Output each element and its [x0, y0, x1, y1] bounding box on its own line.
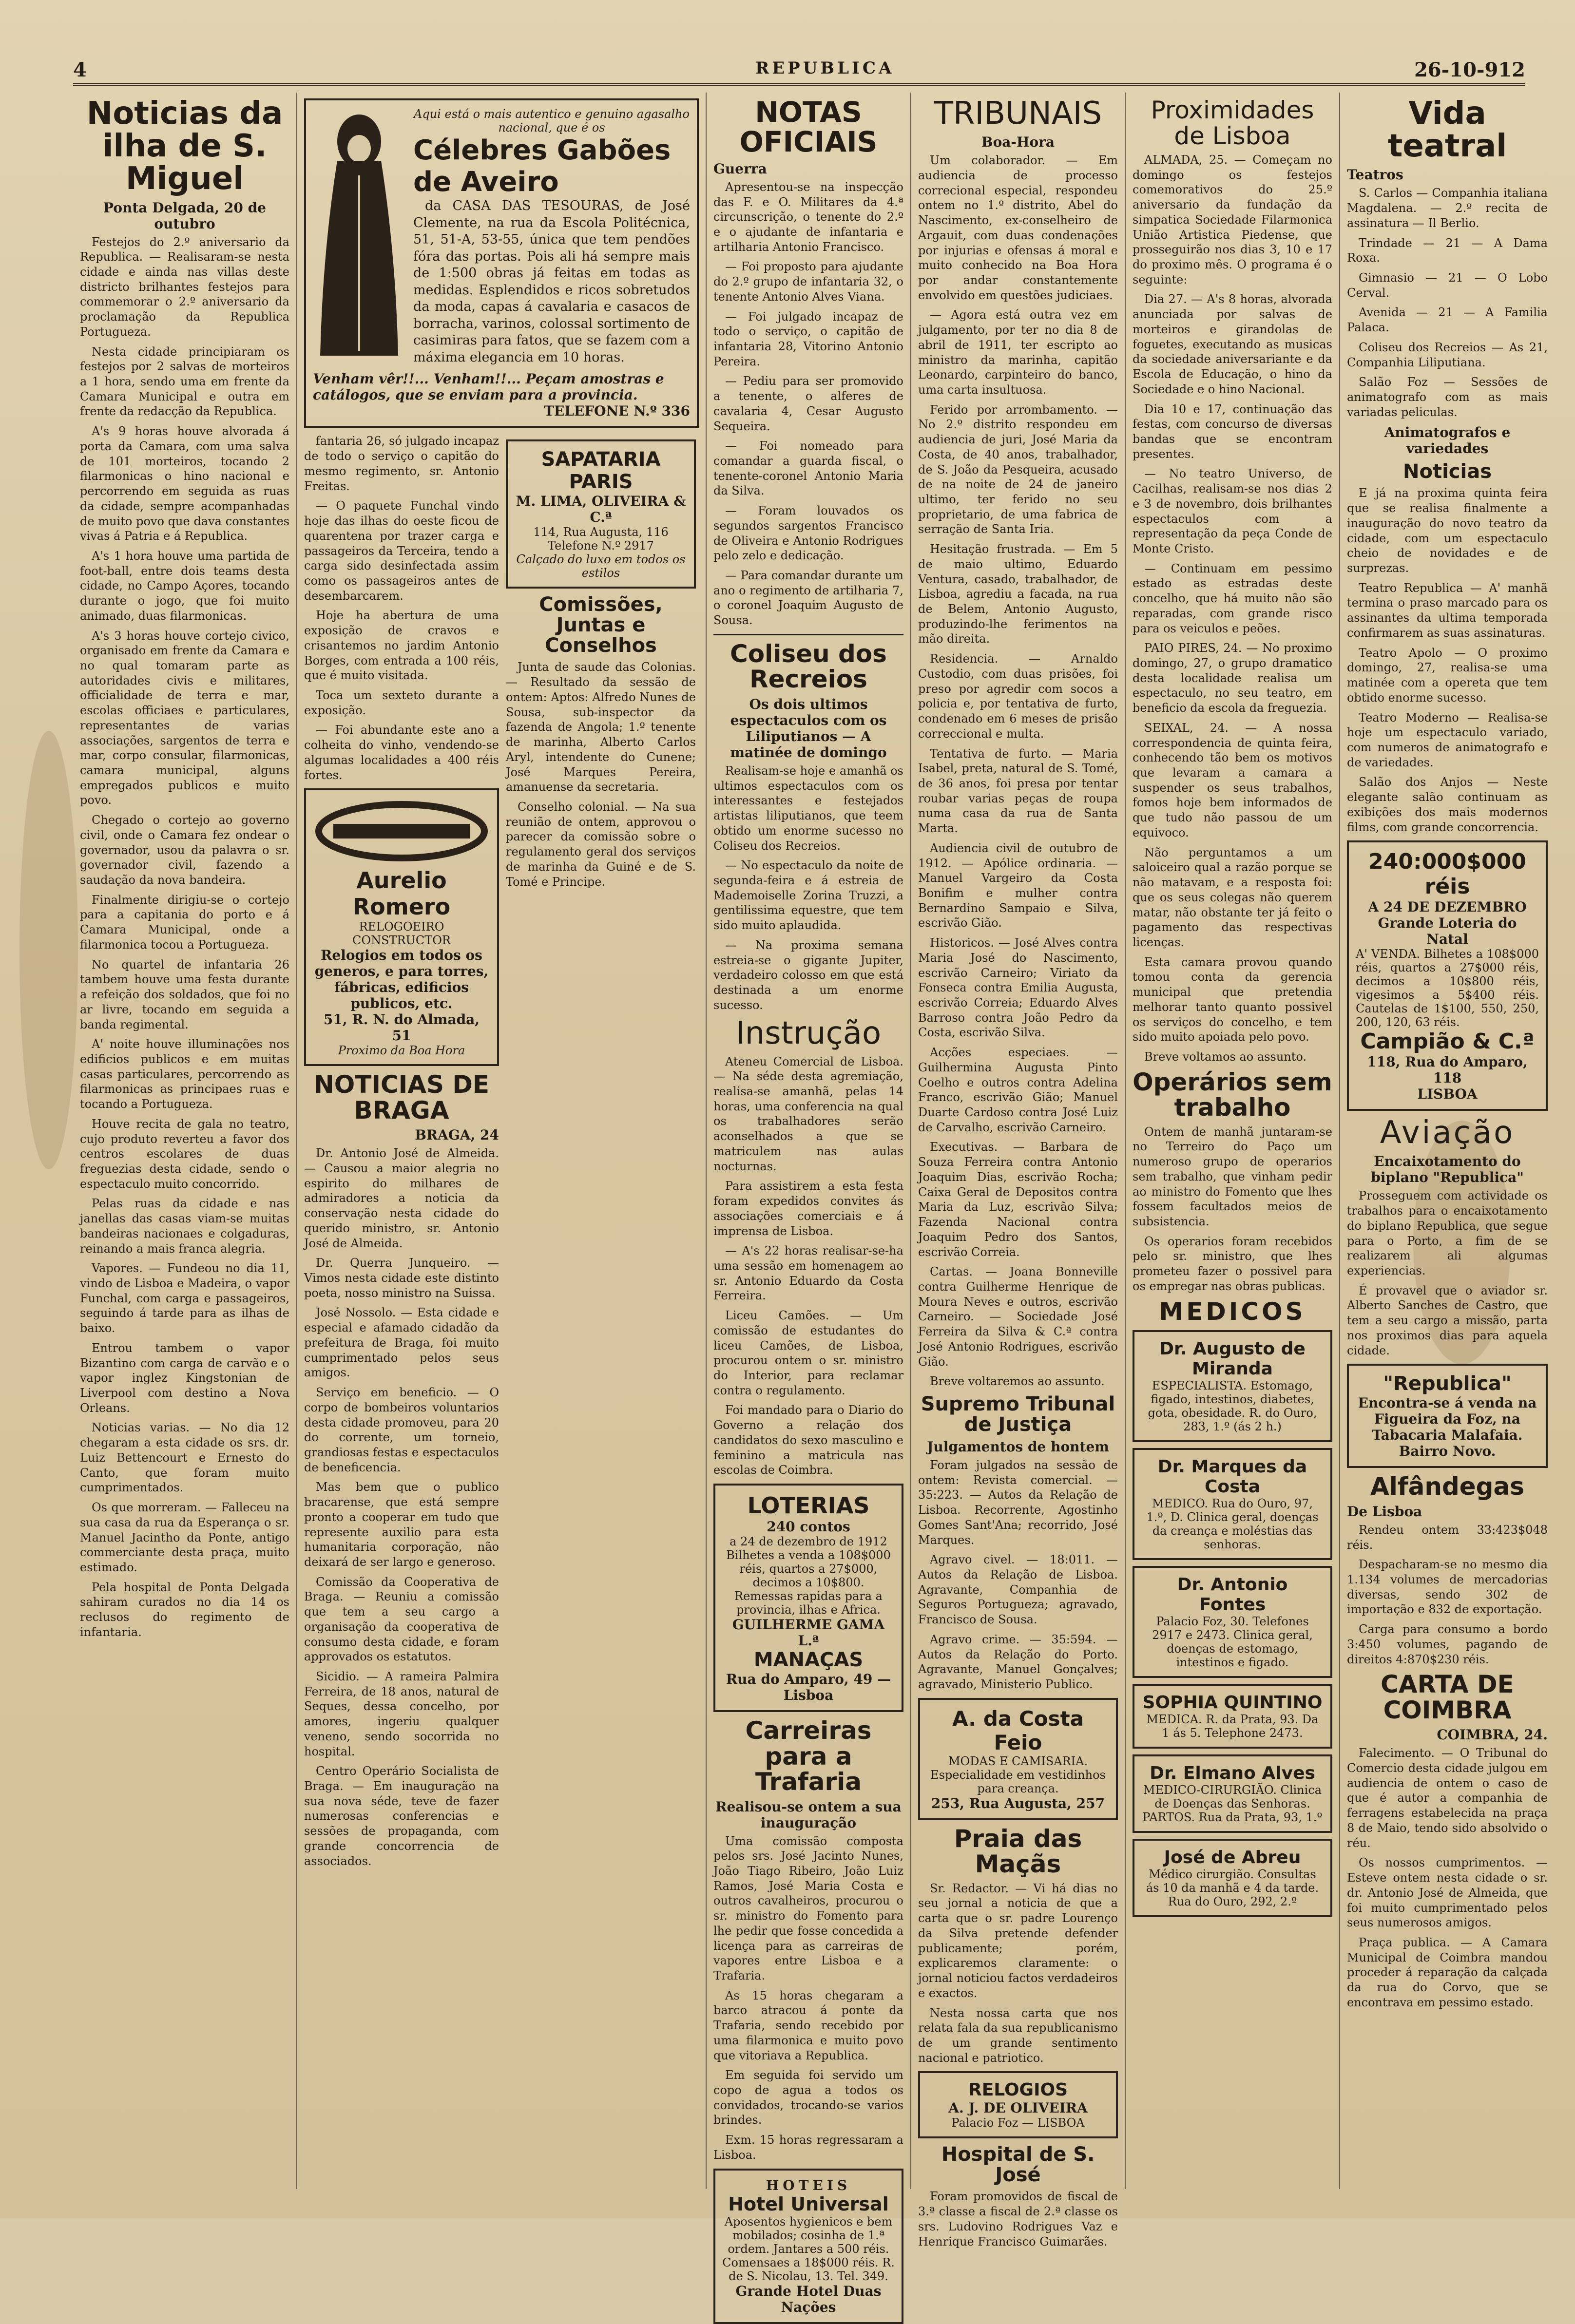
- paragraph: Dia 10 e 17, continuação das festas, com concurso de diversas bandas que se encontram presentes.: [1133, 402, 1332, 461]
- paragraph: SEIXAL, 24. — A nossa correspondencia de quinta feira, conhecendo tão bem os motivos que levaram a camara a suspender os seus trabalhos, fomos hoje bem informados de que tudo não passou de um equivoco.: [1133, 721, 1332, 839]
- paragraph: Os operarios foram recebidos pelo sr. ministro, que lhes prometeu fazer o possivel para os empregar nas obras publicas.: [1133, 1234, 1332, 1293]
- paragraph: Ferido por arrombamento. — No 2.º distrito respondeu em audiencia de juri, José Maria da Costa, de 40 anos, trabalhador, de S. João da Pesqueira, acusado de na noite de 24 de janeiro ultimo, ter ferido no seu proprietario, de uma fabrica de serração de Santa Iria.: [918, 402, 1118, 536]
- tribunais-body: [918, 153, 1118, 1389]
- medicos-list: [1133, 1330, 1332, 1917]
- medico-name: Dr. Augusto de Miranda: [1159, 1339, 1306, 1379]
- paragraph: — No teatro Universo, de Cacilhas, realisam-se nos dias 2 e 3 de novembro, dois brilhantes espectaculos com a representação da peça Conde de Monte Cristo.: [1133, 467, 1332, 555]
- page-number: 4: [73, 58, 87, 81]
- paragraph: Dia 27. — A's 8 horas, alvorada anunciada por salvas de morteiros e girandolas de foguetes, executando as musicas da sociedade aniversariante e da Escola de Educação, o hino da Sociedade e o hino Nacional.: [1133, 292, 1332, 396]
- paragraph: Hesitação frustrada. — Em 5 de maio ultimo, Eduardo Ventura, casado, trabalhador, de Lisboa, agrediu a facada, na rua de Belem, Antonio Augusto, produzindo-lhe ferimentos na mão direita.: [918, 542, 1118, 646]
- paragraph: Pelas ruas da cidade e nas janellas das casas viam-se muitas bandeiras nacionaes e colgaduras, reinando a mais franca alegria.: [80, 1197, 289, 1256]
- paragraph: — Foi julgado incapaz de todo o serviço, o capitão de infantaria 28, Vitorino Antonio Pereira.: [713, 309, 903, 368]
- article-body: [80, 235, 289, 1640]
- loterias-body: Bilhetes a venda a 108$000 réis, quartos a 27$000, decimos a 10$800. Remessas rapidas para a provincia, ilhas e Africa.: [726, 1548, 891, 1617]
- headline-instrucao: Instrução: [735, 1015, 882, 1052]
- paragraph: — O paquete Funchal vindo hoje das ilhas do oeste ficou de quarentena por trazer carga e passageiros da Terceira, tendo a carga sido desinfectada assim como os passageiros antes de desembarcarem.: [304, 499, 499, 603]
- hotel-tag: HOTEIS: [766, 2177, 851, 2193]
- paragraph: Um colaborador. — Em audiencia de processo correcional especial, respondeu ontem no 1.º distrito, Abel do Nascimento, ex-conselheiro de Argauit, com duas condenações por injurias e ofensas á moral e muito conhecido na Boa Hora por andar constantemente envolvido em questões judiciaes.: [918, 153, 1118, 302]
- loterias-address: Rua do Amparo, 49 — Lisboa: [726, 1671, 891, 1703]
- carreiras-sub: Realisou-se ontem a sua inauguração: [715, 1798, 902, 1831]
- paragraph: As 15 horas chegaram a barco atracou á ponte da Trafaria, sendo recebido por uma filarmonica e muito povo que vitoriava a Republica.: [713, 1988, 903, 2062]
- gaboes-phone: TELEFONE N.º 336: [544, 403, 690, 419]
- paragraph: Sr. Redactor. — Vi há dias no seu jornal a noticia de que a carta que o sr. padre Lourenço da Silva pretende defender publicamente; porém, explicaremos claramente: o jornal noticiou factos verdadeiros e exactos.: [918, 1881, 1118, 2000]
- headline-notas: NOTAS OFICIAIS: [739, 95, 878, 158]
- paragraph: Esta camara provou quando tomou conta da gerencia municipal que pretendia melhorar tanto quanto possivel os serviços do concelho, e tem sido muito apoiada pelo povo.: [1133, 955, 1332, 1044]
- headline-macas: Praia das Maçãs: [954, 1824, 1082, 1879]
- campiao-city: LISBOA: [1417, 1086, 1478, 1103]
- loterias-date: a 24 de dezembro de 1912: [730, 1535, 887, 1548]
- issue-date: 26-10-912: [1414, 58, 1525, 81]
- paragraph: Trindade — 21 — A Dama Roxa.: [1347, 236, 1548, 265]
- paragraph: A's 1 hora houve uma partida de foot-ball, entre dois teams desta cidade, no Campo Açores, tocando durante o jogo, que foi muito animado, duas filarmonicas.: [80, 549, 289, 623]
- paragraph: S. Carlos — Companhia italiana Magdalena. — 2.º recita de assinatura — Il Berlio.: [1347, 186, 1548, 230]
- clock-band-icon: [314, 797, 489, 865]
- republica-notice: [1347, 1364, 1548, 1468]
- paragraph: E já na proxima quinta feira que se realisa finalmente a inauguração do novo teatro da cidade, com um espectaculo cheio de novidades e de surprezas.: [1347, 486, 1548, 575]
- paragraph: A' noite houve illuminações nos edificios publicos e em muitas casas particulares, percorrendo as filarmonicas as principaes ruas e tocando a Portugueza.: [80, 1037, 289, 1111]
- paragraph: A's 9 horas houve alvorada á porta da Camara, com uma salva de 101 morteiros, tocando 2 filarmonicas o hino nacional e percorrendo em seguida as ruas da cidade, sempre acompanhadas de muito povo que dava constantes vivas á Patria e á Republica.: [80, 424, 289, 543]
- paragraph: Agravo civel. — 18:011. — Autos da Relação de Lisboa. Agravante, Companhia de Seguros Portugueza; agravado, Francisco de Sousa.: [918, 1553, 1118, 1627]
- lottery-amount: 240:000$000 réis: [1368, 849, 1526, 899]
- headline-sao-miguel: Noticias da ilha de S. Miguel: [86, 95, 283, 197]
- coimbra-body: [1347, 1746, 1548, 2010]
- sapataria-ad: [506, 439, 696, 589]
- coimbra-dateline: COIMBRA, 24.: [1437, 1727, 1548, 1743]
- lottery-body: A' VENDA. Bilhetes a 108$000 réis, quartos a 27$000 réis, decimos a 10$800 réis, vigesimos a 5$400 réis. Cautelas de 1$100, 550, 250, 200, 120, 63 réis.: [1356, 947, 1539, 1029]
- medico-details: MEDICO-CIRURGIÃO. Clinica de Doenças das Senhoras. PARTOS. Rua da Prata, 93, 1.º: [1142, 1783, 1323, 1825]
- loterias-house: MANAÇAS: [753, 1649, 864, 1671]
- headline-hospital: Hospital de S. José: [941, 2143, 1095, 2187]
- carreiras-body: [713, 1834, 903, 2163]
- paragraph: Os que morreram. — Falleceu na sua casa da rua da Esperança o sr. Manuel Jacintho da Ponte, antigo commerciante desta praça, muito estimado.: [80, 1501, 289, 1574]
- paragraph: — Foi nomeado para comandar a guarda fiscal, o tenente-coronel Antonio Maria da Silva.: [713, 439, 903, 498]
- relogios-ad: [918, 2071, 1118, 2138]
- grande-hotel: Grande Hotel Duas Nações: [735, 2283, 882, 2315]
- braga-body: [304, 1146, 499, 1868]
- romero-body: Relogios em todos os generos, e para torres, fábricas, edificios publicos, etc.: [314, 947, 489, 1012]
- paragraph: Teatro Apolo — O proximo domingo, 27, realisa-se uma matinée com a opereta que tem obtido enorme sucesso.: [1347, 646, 1548, 705]
- noticias-body: [1347, 486, 1548, 835]
- paragraph: Avenida — 21 — A Familia Palaca.: [1347, 305, 1548, 335]
- alfandegas-body: [1347, 1523, 1548, 1667]
- section-teatros: Teatros: [1347, 167, 1403, 183]
- headline-alfandegas: Alfândegas: [1370, 1472, 1524, 1501]
- supremo-sub: Julgamentos de hontem: [927, 1438, 1109, 1455]
- operarios-body: [1133, 1124, 1332, 1294]
- gaboes-body: da CASA DAS TESOURAS, de José Clemente, na rua da Escola Politécnica, 51, 51-A, 53-55, única que tem pendões fóra das portas. Pois ali há sempre mais de 1:500 obras já feitas em todas as medidas. Esplendidos e ricos sobretudos da moda, capas á cavalaria e casacos de borracha, varinos, colossal sortimento de casimiras para fatos, que se fazem com a máxima elegancia em 10 horas.: [413, 198, 690, 365]
- paragraph: — Foi abundante este ano a colheita do vinho, vendendo-se algumas localidades a 400 réis fortes.: [304, 723, 499, 782]
- sapataria-slogan: Calçado do luxo em todos os estilos: [516, 552, 686, 580]
- natal-lottery-ad: [1347, 840, 1548, 1111]
- lottery-date: A 24 DE DEZEMBRO: [1368, 899, 1527, 915]
- campiao-address: 118, Rua do Amparo, 118: [1367, 1054, 1528, 1086]
- paragraph: Nesta nossa carta que nos relata fala da sua republicanismo de um grande sentimento nacional e patriotico.: [918, 2006, 1118, 2065]
- romero-near: Proximo da Boa Hora: [338, 1044, 465, 1058]
- headline-operarios: Operários sem trabalho: [1133, 1067, 1332, 1122]
- column-notas-oficiais: [707, 93, 911, 2315]
- paragraph: Ontem de manhã juntaram-se no Terreiro do Paço um numeroso grupo de operarios sem trabalho, que vinham pedir ao ministro do Fomento que lhes fossem facultados meios de subsistencia.: [1133, 1124, 1332, 1228]
- costa-body: MODAS E CAMISARIA. Especialidade em vestidinhos para creança.: [930, 1754, 1106, 1795]
- aviacao-body: [1347, 1188, 1548, 1358]
- paragraph: Dr. Querra Junqueiro. — Vimos nesta cidade este distinto poeta, nosso ministro na Suissa.: [304, 1256, 499, 1300]
- paragraph: Junta de saude das Colonias. — Resultado da sessão de ontem: Aptos: Alfredo Nunes de Sousa, sub-inspector da fazenda de Angola; 1.º tenente de marinha, Alberto Carlos Aryl, intendente do Cunene; José Marques Pereira, amanuense da secretaria.: [506, 660, 696, 794]
- paragraph: Breve voltaremos ao assunto.: [930, 1374, 1105, 1389]
- paragraph: Foram julgados na sessão de ontem: Revista comercial. — 35:223. — Autos da Relação de Lisboa. Recorrente, Agostinho Gomes Sant'Ana; recorrido, José Marques.: [918, 1458, 1118, 1547]
- paragraph: — Agora está outra vez em julgamento, por ter no dia 8 de abril de 1911, ter escripto ao ministro da marinha, capitão Leonardo, carpinteiro do banco, uma carta insultuosa.: [918, 308, 1118, 397]
- teatros-listing: [1347, 186, 1548, 419]
- paragraph: Para assistirem a esta festa foram expedidos convites ás associações comerciais e á imprensa de Lisboa.: [713, 1179, 903, 1238]
- headline-supremo: Supremo Tribunal de Justiça: [921, 1392, 1115, 1436]
- coliseu-sub: Os dois ultimos espectaculos com os Liliputianos — A matinée de domingo: [730, 696, 887, 761]
- supremo-body: [918, 1458, 1118, 1692]
- costa-name: A. da Costa Feio: [952, 1706, 1084, 1754]
- paragraph: Realisam-se hoje e amanhã os ultimos espectaculos com os interessantes e festejados artistas liliputianos, que teem obtido um enorme sucesso no Coliseu dos Recreios.: [713, 763, 903, 853]
- comissoes-body: [506, 660, 696, 889]
- paragraph: — No espectaculo da noite de segunda-feira e á estreia de Mademoiselle Zorina Truzzi, a gentilissima equestre, que tem sido muito aplaudida.: [713, 858, 903, 933]
- medico-name: Dr. Marques da Costa: [1157, 1457, 1307, 1497]
- paragraph: Comissão da Cooperativa de Braga. — Reuniu a comissão que tem a seu cargo a organisação da cooperativa de consumo desta cidade, e foram approvados os estatutos.: [304, 1575, 499, 1664]
- paragraph: Gimnasio — 21 — O Lobo Cerval.: [1347, 270, 1548, 300]
- relogios-name: A. J. DE OLIVEIRA: [948, 2100, 1088, 2116]
- paragraph: Chegado o cortejo ao governo civil, onde o Camara fez ondear o governador, usou da palavra o sr. governador civil, fazendo a saudação da nova bandeira.: [80, 813, 289, 887]
- medico-details: Médico cirurgião. Consultas ás 10 da manhã e 4 da tarde. Rua do Ouro, 292, 2.º: [1146, 1867, 1319, 1909]
- romero-address: 51, R. N. do Almada, 51: [323, 1011, 480, 1044]
- headline-aviacao: Aviação: [1380, 1115, 1515, 1151]
- headline-medicos: MEDICOS: [1159, 1297, 1306, 1326]
- headline-vida-teatral: Vida teatral: [1387, 95, 1507, 165]
- paragraph: Historicos. — José Alves contra Maria José do Nascimento, escrivão Carneiro; Viriato da Fonseca contra Emilia Augusta, escrivão Correia; Eduardo Alves Barroso contra João Pedro da Costa, escrivão Silva.: [918, 936, 1118, 1040]
- medico-name: José de Abreu: [1164, 1848, 1301, 1868]
- paragraph: Ateneu Comercial de Lisboa. — Na séde desta agremiação, realisa-se amanhã, pelas 14 horas, uma conferencia na qual os trabalhadores serão aconselhados a que se matriculem nas aulas nocturnas.: [713, 1054, 903, 1173]
- sapataria-owner: M. LIMA, OLIVEIRA & C.ª: [516, 493, 686, 526]
- paragraph: Hoje ha abertura de uma exposição de cravos e crisantemos no jardim Antonio Borges, com entrada a 100 réis, que é muito visitada.: [304, 609, 499, 683]
- paragraph: No quartel de infantaria 26 tambem houve uma festa durante a refeição dos soldados, que foi no ar livre, tocando em seguida a banda regimental.: [80, 957, 289, 1031]
- divider: [713, 634, 903, 635]
- medico-card: [1133, 1566, 1332, 1678]
- paragraph: Finalmente dirigiu-se o cortejo para a capitania do porto e á Camara Municipal, onde a filarmonica tocou a Portugueza.: [80, 893, 289, 952]
- paragraph: Toca um sexteto durante a exposição.: [304, 688, 499, 717]
- proximidades-body: [1133, 152, 1332, 1065]
- headline-comissoes: Comissões, Juntas e Conselhos: [539, 593, 663, 657]
- paragraph: Cartas. — Joana Bonneville contra Guilherme Henrique de Moura Neves e outros, escrivão Carneiro. — Sociedade José Ferreira da Silva & C.ª contra José Antonio Rodrigues, escrivão Gião.: [918, 1265, 1118, 1369]
- hotel-body: Aposentos hygienicos e bem mobilados; cosinha de 1.ª ordem. Jantares a 500 réis. Comensaes a 18$000 réis. R. de S. Nicolau, 13. Tel. 349.: [722, 2214, 895, 2283]
- paragraph: Os nossos cumprimentos. — Esteve ontem nesta cidade o sr. dr. Antonio José de Almeida, que foi muito cumprimentado pelos seus numerosos amigos.: [1347, 1856, 1548, 1930]
- paragraph: Uma comissão composta pelos srs. José Jacinto Nunes, João Tiago Ribeiro, João Luiz Ramos, José Maria Costa e outros cavalheiros, procurou o sr. ministro do Fomento para lhe pedir que fosse concedida a licença para as carreiras de vapores entre Lisboa e a Trafaria.: [713, 1834, 903, 1982]
- paragraph: — Continuam em pessimo estado as estradas deste concelho, que há muito não são reparadas, com grande risco para os veiculos e peões.: [1133, 561, 1332, 635]
- medico-card: [1133, 1684, 1332, 1749]
- column-tribunais: [911, 93, 1126, 2248]
- romero-ad: [304, 788, 499, 1066]
- paragraph: Falecimento. — O Tribunal do Comercio desta cidade julgou em audiencia de ontem o caso de que é autor a companhia de ferragens estabelecida na praça 8 de Maio, tendo sido absolvido o réu.: [1347, 1746, 1548, 1850]
- paragraph: Prosseguem com actividade os trabalhos para o encaixotamento do biplano Republica, que segue para o Porto, a fim de se realizarem ali algumas experiencias.: [1347, 1189, 1548, 1278]
- paragraph: Serviço em beneficio. — O corpo de bombeiros voluntarios desta cidade promoveu, para 20 do corrente, um torneio, grandiosas festas e espectaculos de beneficencia.: [304, 1386, 499, 1474]
- paragraph: Exm. 15 horas regressaram a Lisboa.: [713, 2133, 903, 2162]
- column-proximidades: [1126, 93, 1340, 2189]
- article-body: [304, 434, 499, 782]
- paper-name: REPUBLICA: [755, 58, 895, 78]
- loterias-ad: [713, 1484, 903, 1712]
- hotel-name: Hotel Universal: [728, 2193, 889, 2215]
- sapataria-address: 114, Rua Augusta, 116: [533, 525, 669, 539]
- paragraph: — Pediu para ser promovido a tenente, o alferes de cavalaria 4, Cesar Augusto Sequeira.: [713, 374, 903, 433]
- paragraph: Liceu Camões. — Um comissão de estudantes do liceu Camões, de Lisboa, procurou ontem o sr. ministro do Interior, para reclamar contra o regulamento.: [713, 1309, 903, 1397]
- paragraph: Houve recita de gala no teatro, cujo produto reverteu a favor dos centros escolares de duas freguezias desta cidade, sendo o espectaculo muito concorrido.: [80, 1117, 289, 1191]
- paragraph: Teatro Moderno — Realisa-se hoje um espectaculo variado, com numeros de animatografo e de variedades.: [1347, 710, 1548, 769]
- braga-dateline: BRAGA, 24: [415, 1127, 499, 1143]
- paragraph: Vapores. — Fundeou no dia 11, vindo de Lisboa e Madeira, o vapor Funchal, com carga e passageiros, seguindo á tarde para as ilhas de baixo.: [80, 1261, 289, 1335]
- paragraph: — Foram louvados os segundos sargentos Francisco de Oliveira e Antonio Rodrigues pelo zelo e dedicação.: [713, 504, 903, 563]
- romero-name: Aurelio Romero: [352, 867, 451, 920]
- paragraph: — Foi proposto para ajudante do 2.º grupo de infantaria 32, o tenente Antonio Alves Viana.: [713, 260, 903, 304]
- headline-proximidades: Proximidades de Lisboa: [1151, 96, 1314, 150]
- section-animatografos: Animatografos e variedades: [1384, 424, 1511, 457]
- medico-card: [1133, 1448, 1332, 1560]
- paragraph: Teatro Republica — A' manhã termina o praso marcado para os assinantes da ultima temporada confirmarem as suas assinaturas.: [1347, 581, 1548, 640]
- loterias-agent: GUILHERME GAMA L.ª: [732, 1617, 885, 1649]
- paragraph: fantaria 26, só julgado incapaz de todo o serviço o capitão do mesmo regimento, sr. Antonio Freitas.: [304, 434, 499, 493]
- paragraph: Agravo crime. — 35:594. — Autos da Relação do Porto. Agravante, Manuel Gonçalves; agravado, Ministerio Publico.: [918, 1632, 1118, 1692]
- paragraph: Mas bem que o publico bracarense, que está sempre pronto a cooperar em tudo que represente auxilio para esta humanitaria corporação, não deixará de ser largo e generoso.: [304, 1480, 499, 1569]
- aviacao-sub: Encaixotamento do biplano "Republica": [1371, 1153, 1524, 1186]
- campiao-name: Campião & C.ª: [1360, 1029, 1535, 1054]
- headline-noticias: Noticias: [1402, 460, 1492, 483]
- medico-details: MEDICA. R. da Prata, 93. Da 1 ás 5. Telephone 2473.: [1146, 1713, 1319, 1740]
- paragraph: — Para comandar durante um ano o regimento de artilharia 7, o coronel Joaquim Augusto de Sousa.: [713, 569, 903, 628]
- masthead: [73, 58, 1525, 86]
- headline-tribunais: TRIBUNAIS: [934, 95, 1102, 132]
- paragraph: Em seguida foi servido um copo de agua a todos os convidados, trocando-se varios brindes.: [713, 2068, 903, 2127]
- gaboes-ad: [304, 98, 699, 428]
- paragraph: Conselho colonial. — Na sua reunião de ontem, approvou o parecer da comissão sobre o regulamento geral dos serviços de marinha da Guiné e de S. Tomé e Principe.: [506, 800, 696, 889]
- headline-braga: NOTICIAS DE BRAGA: [313, 1070, 490, 1124]
- paragraph: Foi mandado para o Diario do Governo a relação dos candidatos do sexo masculino e feminino a matricula nas escolas de Coimbra.: [713, 1403, 903, 1477]
- lottery-title: Grande Loteria do Natal: [1378, 915, 1517, 948]
- gaboes-title: Célebres Gabões de Aveiro: [413, 134, 671, 198]
- paragraph: Rendeu ontem 33:423$048 réis.: [1347, 1523, 1548, 1552]
- loterias-prize: 240 contos: [767, 1519, 850, 1535]
- headline-coimbra: CARTA DE COIMBRA: [1381, 1670, 1514, 1724]
- paragraph: Festejos do 2.º aniversario da Republica. — Realisaram-se nesta cidade e ainda nas villas deste districto brilhantes festejos para commemorar o 2.º aniversario da proclamação da Republica Portugueza.: [80, 235, 289, 339]
- instrucao-body: [713, 1054, 903, 1478]
- paragraph: Salão dos Anjos — Neste elegante salão continuam as exibições dos mais modernos films, com grande concorrencia.: [1347, 775, 1548, 834]
- medico-card: [1133, 1839, 1332, 1917]
- loterias-title: LOTERIAS: [747, 1492, 870, 1519]
- paragraph: Carga para consumo a bordo 3:450 volumes, pagando de direitos 4:870$230 réis.: [1347, 1622, 1548, 1666]
- sapataria-phone: Telefone N.º 2917: [548, 539, 654, 553]
- paragraph: Sicidio. — A rameira Palmira Ferreira, de 18 anos, natural de Seques, dessa concelho, por amores, ingeriu qualquer veneno, sendo socorrida no hospital.: [304, 1670, 499, 1758]
- section-guerra: Guerra: [713, 160, 767, 177]
- paragraph: Breve voltamos ao assunto.: [1144, 1049, 1307, 1064]
- paragraph: Tentativa de furto. — Maria Isabel, preta, natural de S. Tomé, de 36 anos, foi presa por tentar roubar varias peças de roupa numa casa da rua de Santa Marta.: [918, 746, 1118, 836]
- medico-name: Dr. Antonio Fontes: [1177, 1575, 1288, 1615]
- medico-card: [1133, 1754, 1332, 1833]
- column-sao-miguel: [73, 93, 297, 2189]
- paragraph: Coliseu dos Recreios — As 21, Companhia Liliputiana.: [1347, 340, 1548, 369]
- paragraph: A's 3 horas houve cortejo civico, organisado em frente da Camara e no qual tomaram parte as autoridades civis e militares, officialidade de terra e mar, escolas officiaes e particulares, representantes de varias associações, sargentos de terra e mar, corpo consular, filarmonicas, camara municipal, alguns empregados publicos e muito povo.: [80, 629, 289, 807]
- column-ads-braga: [297, 93, 707, 2189]
- paragraph: — Na proxima semana estreia-se o gigante Jupiter, verdadeiro colosso em que está destinada a um enorme sucesso.: [713, 938, 903, 1012]
- paragraph: Audiencia civil de outubro de 1912. — Apólice ordinaria. — Manuel Vargeiro da Costa Bonifim e mulher contra Bernardino Sampaio e Silva, escrivão Gião.: [918, 841, 1118, 930]
- republica-heading: "Republica": [1383, 1372, 1512, 1395]
- paragraph: É provavel que o aviador sr. Alberto Sanches de Castro, que tem a seu cargo a missão, parta nos proximos dias para aquela cidade.: [1347, 1283, 1548, 1357]
- paragraph: Entrou tambem o vapor Bizantino com carga de carvão e o vapor inglez Kingstonian de Liverpool com destino a Nova Orleans.: [80, 1341, 289, 1415]
- medico-name: Dr. Elmano Alves: [1150, 1763, 1315, 1784]
- medico-details: ESPECIALISTA. Estomago, figado, intestinos, diabetes, gota, obesidade. R. do Ouro, 283, 1.º (ás 2 h.): [1148, 1379, 1317, 1434]
- medico-details: MEDICO. Rua do Ouro, 97, 1.º, D. Clinica geral, doenças da creança e moléstias das senhoras.: [1146, 1497, 1319, 1552]
- paragraph: Centro Operário Socialista de Braga. — Em inauguração na sua nova séde, teve de fazer numerosas conferencias e sessões de propaganda, com grande concorrencia de associados.: [304, 1764, 499, 1868]
- paragraph: PAIO PIRES, 24. — No proximo domingo, 27, o grupo dramatico desta localidade realisa um espectaculo, no seu teatro, em beneficio da escola da freguezia.: [1133, 641, 1332, 715]
- hotel-ad: [713, 2169, 903, 2324]
- paragraph: José Nossolo. — Esta cidade e especial e afamado cidadão da prefeitura de Braga, foi muito cumprimentado pelos seus amigos.: [304, 1306, 499, 1380]
- paragraph: Praça publica. — A Camara Municipal de Coimbra mandou proceder á reparação da calçada da rua do Corvo, que se encontrava em pessimo estado.: [1347, 1935, 1548, 2009]
- gaboes-call: Venham vêr!!... Venham!!... Peçam amostras e catálogos, que se enviam para a provincia.: [313, 371, 664, 403]
- headline-carreiras: Carreiras para a Trafaria: [745, 1716, 872, 1796]
- dateline: Ponta Delgada, 20 de outubro: [103, 199, 266, 232]
- costa-feio-ad: [918, 1698, 1118, 1820]
- medico-details: Palacio Foz, 30. Telefones 2917 e 2473. Clinica geral, doenças de estomago, intestinos e figado.: [1152, 1615, 1313, 1670]
- paragraph: Dr. Antonio José de Almeida. — Causou a maior alegria no espirito do milhares de admiradores a noticia da conservação nesta cidade do querido ministro, sr. Antonio José de Almeida.: [304, 1146, 499, 1250]
- cloak-figure-icon: [313, 107, 405, 361]
- paragraph: Salão Foz — Sessões de animatografo com as mais variadas peliculas.: [1347, 375, 1548, 419]
- costa-address: 253, Rua Augusta, 257: [931, 1795, 1105, 1811]
- paragraph: Acções especiaes. — Guilhermina Augusta Pinto Coelho e outros contra Adelina Franco, escrivão Gião; Manuel Duarte Cardoso contra José Luiz de Carvalho, escrivão Carneiro.: [918, 1046, 1118, 1134]
- macas-body: [918, 1881, 1118, 2066]
- sapataria-name: SAPATARIA PARIS: [541, 448, 661, 494]
- paragraph: Não perguntamos a um saloiceiro qual a razão porque se não matavam, e a resposta foi: que os seus colegas não querem matar, não obstante ter já feito o pagamento das respectivas licenças.: [1133, 845, 1332, 949]
- medico-card: [1133, 1330, 1332, 1442]
- headline-coliseu: Coliseu dos Recreios: [730, 639, 887, 694]
- relogios-label: RELOGIOS: [968, 2080, 1068, 2100]
- alfandegas-city: De Lisboa: [1347, 1503, 1422, 1520]
- paragraph: Nesta cidade principiaram os festejos por 2 salvas de morteiros a 1 hora, sendo uma em frente da Camara Municipal e outra em frente da redacção da Republica.: [80, 344, 289, 419]
- medico-name: SOPHIA QUINTINO: [1142, 1693, 1323, 1713]
- gaboes-intro: Aqui está o mais autentico e genuino agasalho nacional, que é os: [414, 107, 690, 134]
- paper-stain: [19, 731, 78, 1169]
- paragraph: Apresentou-se na inspecção das F. e O. Militares da 4.ª circunscrição, o tenente do 2.º e o ajudante de infantaria e artilharia Antonio Francisco.: [713, 180, 903, 254]
- paragraph: ALMADA, 25. — Começam no domingo os festejos comemorativos do 25.º aniversario da fundação da simpatica Sociedade Filarmonica União Artistica Piedense, que prosseguirão nos dias 3, 10 e 17 do proximo mês. O programa é o seguinte:: [1133, 153, 1332, 286]
- romero-trade: RELOGOEIRO CONSTRUCTOR: [352, 920, 451, 948]
- guerra-body: [713, 180, 903, 628]
- paragraph: Noticias varias. — No dia 12 chegaram a esta cidade os srs. dr. Luiz Bettencourt e Ernesto do Canto, que foram muito cumprimentados.: [80, 1421, 289, 1495]
- republica-body: Encontra-se á venda na Figueira da Foz, na Tabacaria Malafaia. Bairro Novo.: [1358, 1395, 1537, 1460]
- paragraph: Despacharam-se no mesmo dia 1.134 volumes de mercadorias diversas, sendo 302 de importação e 832 de exportação.: [1347, 1558, 1548, 1617]
- paragraph: Pela hospital de Ponta Delgada sahiram curados no dia 14 os reclusos do regimento de infantaria.: [80, 1580, 289, 1639]
- hospital-body: Foram promovidos de fiscal de 3.ª classe a fiscal de 2.ª classe os srs. Ludovino Rodrigues Vaz e Henrique Francisco Guimarães.: [918, 2190, 1118, 2248]
- paragraph: Residencia. — Arnaldo Custodio, com duas prisões, foi preso por agredir com socos a policia e, por tentativa de furto, condenado em 6 meses de prisão correccional e multa.: [918, 652, 1118, 741]
- paragraph: — A's 22 horas realisar-se-ha uma sessão em homenagem ao sr. Antonio Eduardo da Costa Ferreira.: [713, 1244, 903, 1303]
- column-vida-teatral: [1340, 93, 1555, 2189]
- section-boa-hora: Boa-Hora: [981, 134, 1055, 151]
- coliseu-body: [713, 763, 903, 1013]
- relogios-place: Palacio Foz — LISBOA: [951, 2116, 1085, 2130]
- paragraph: Executivas. — Barbara de Souza Ferreira contra Antonio Joaquim Dias, escrivão Rocha; Caixa Geral de Depositos contra Maria da Luz, escrivão Silva; Fazenda Nacional contra Joaquim Pedro dos Santos, escrivão Correia.: [918, 1140, 1118, 1259]
